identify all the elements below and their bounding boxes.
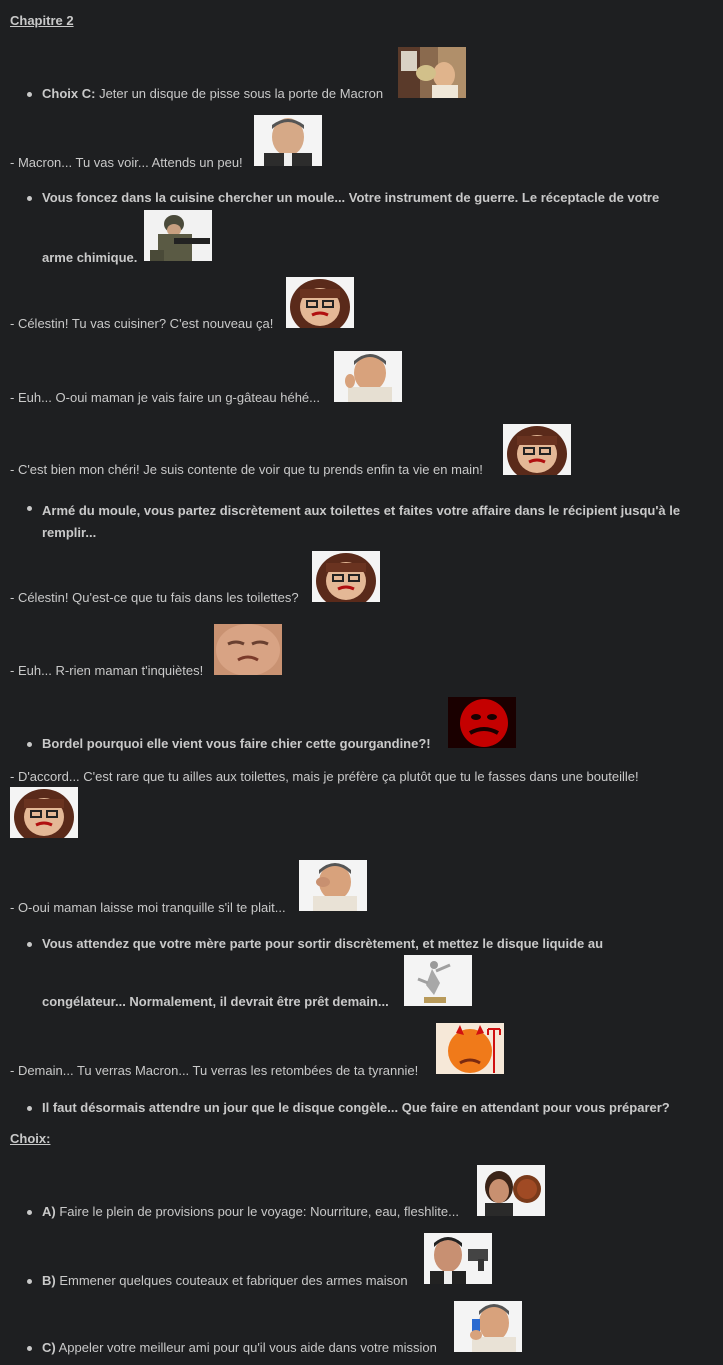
narration-line: congélateur... Normalement, il devrait être prêt demain... bbox=[42, 994, 389, 1009]
discobolus-statue-sticker[interactable] bbox=[404, 955, 472, 1006]
choice-c-label: Choix C: bbox=[42, 86, 96, 101]
narration-line: Il faut désormais attendre un jour que le disque congèle... Que faire en attendant pour vous préparer? bbox=[42, 1100, 670, 1115]
risitas-red-angry-sticker[interactable] bbox=[448, 697, 516, 748]
bullet-dot bbox=[27, 742, 32, 747]
mother-sticker[interactable] bbox=[312, 551, 380, 602]
choice-label: B) bbox=[42, 1273, 56, 1288]
risitas-phone-sticker[interactable] bbox=[454, 1301, 522, 1352]
dialogue-line: - Euh... O-oui maman je vais faire un g-gâteau héhé... bbox=[10, 390, 321, 405]
choice-label: A) bbox=[42, 1204, 56, 1219]
dialogue-line: - D'accord... C'est rare que tu ailles aux toilettes, mais je préfère ça plutôt que tu le fasses dans une bouteille! bbox=[10, 769, 639, 784]
risitas-devil-sticker[interactable] bbox=[436, 1023, 504, 1074]
choice-option-a[interactable] bbox=[42, 1204, 715, 1219]
risitas-closeup-sticker[interactable] bbox=[214, 624, 282, 675]
dialogue-line: - O-oui maman laisse moi tranquille s'il te plait... bbox=[10, 900, 286, 915]
bullet-dot bbox=[27, 1279, 32, 1284]
choice-text: Faire le plein de provisions pour le voyage: Nourriture, eau, fleshlite... bbox=[55, 1204, 459, 1219]
bullet-dot bbox=[27, 1106, 32, 1111]
burger-sticker[interactable] bbox=[477, 1165, 545, 1216]
dialogue-line: - Demain... Tu verras Macron... Tu verras les retombées de ta tyrannie! bbox=[10, 1063, 419, 1078]
bullet-dot bbox=[27, 196, 32, 201]
bullet-dot bbox=[27, 942, 32, 947]
risitas-serious-sticker[interactable] bbox=[254, 115, 322, 166]
risitas-bucket-sticker[interactable] bbox=[398, 47, 466, 98]
soldier-sticker[interactable] bbox=[144, 210, 212, 261]
choice-c-text: Jeter un disque de pisse sous la porte de Macron bbox=[95, 86, 384, 101]
choices-heading: Choix: bbox=[10, 1131, 51, 1146]
narration-line: Vous attendez que votre mère parte pour sortir discrètement, et mettez le disque liquide au bbox=[42, 936, 604, 951]
dialogue-line: - Euh... R-rien maman t'inquiètes! bbox=[10, 663, 204, 678]
dialogue-line: - Célestin! Qu'est-ce que tu fais dans les toilettes? bbox=[10, 590, 299, 605]
mother-sticker[interactable] bbox=[286, 277, 354, 328]
bullet-dot bbox=[27, 92, 32, 97]
narration-line: arme chimique. bbox=[42, 250, 138, 265]
choice-text: Appeler votre meilleur ami pour qu'il vous aide dans votre mission bbox=[55, 1340, 437, 1355]
dialogue-line: - Macron... Tu vas voir... Attends un peu! bbox=[10, 155, 243, 170]
choice-option-b[interactable] bbox=[42, 1273, 715, 1288]
chapter-title: Chapitre 2 bbox=[10, 13, 74, 28]
bullet-dot bbox=[27, 1210, 32, 1215]
mother-sticker[interactable] bbox=[10, 787, 78, 838]
dialogue-line: - Célestin! Tu vas cuisiner? C'est nouveau ça! bbox=[10, 316, 274, 331]
risitas-wink-sticker[interactable] bbox=[334, 351, 402, 402]
choice-c-line bbox=[42, 86, 715, 101]
narration-line: Vous foncez dans la cuisine chercher un moule... Votre instrument de guerre. Le réceptacle de votre bbox=[42, 190, 660, 205]
dialogue-line: - C'est bien mon chéri! Je suis contente de voir que tu prends enfin ta vie en main! bbox=[10, 462, 483, 477]
risitas-crying-sticker[interactable] bbox=[299, 860, 367, 911]
choice-label: C) bbox=[42, 1340, 56, 1355]
bullet-dot bbox=[27, 1346, 32, 1351]
choice-text: Emmener quelques couteaux et fabriquer des armes maison bbox=[55, 1273, 408, 1288]
narration-line: Bordel pourquoi elle vient vous faire chier cette gourgandine?! bbox=[42, 736, 431, 751]
narration-line: Armé du moule, vous partez discrètement aux toilettes et faites votre affaire dans le récipient jusqu'à le remplir... bbox=[42, 503, 681, 540]
bullet-dot bbox=[27, 506, 32, 511]
mother-sticker[interactable] bbox=[503, 424, 571, 475]
choice-option-c[interactable] bbox=[42, 1340, 715, 1355]
man-with-gun-sticker[interactable] bbox=[424, 1233, 492, 1284]
